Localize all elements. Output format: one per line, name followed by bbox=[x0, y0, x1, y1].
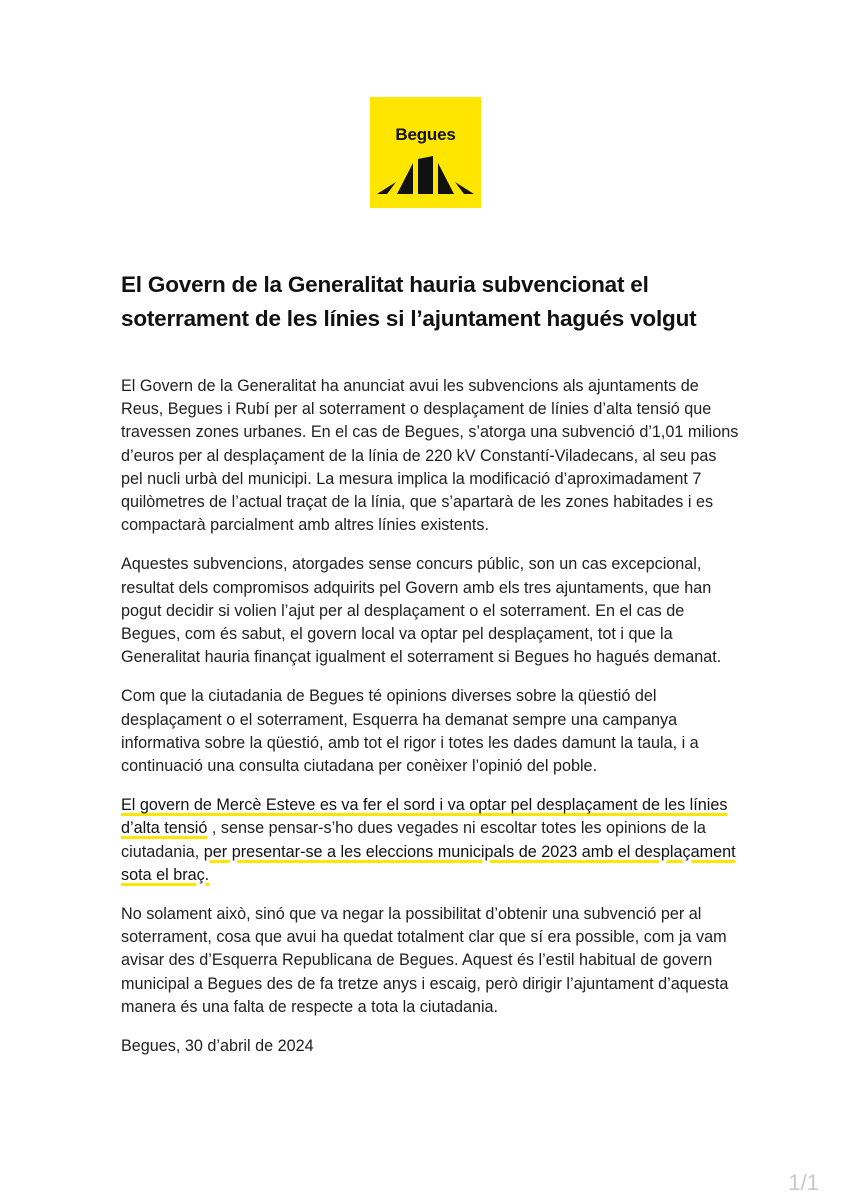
begues-logo bbox=[370, 97, 481, 208]
logo-bar-3 bbox=[418, 156, 433, 194]
logo-bar-2 bbox=[397, 163, 413, 194]
logo-bar-5 bbox=[455, 182, 474, 194]
page-indicator: 1/1 bbox=[788, 1170, 819, 1195]
press-release-title: El Govern de la Generalitat hauria subvencionat el soterrament de les línies si l’ajuntament hagués volgut bbox=[121, 272, 697, 331]
paragraph-1: El Govern de la Generalitat ha anunciat avui les subvencions als ajuntaments de Reus, Begues i Rubí per al soterrament o desplaçament de línies d’alta tensió que travessen zones urbanes. En el cas de Begues, s’atorga una subvenció d’1,01 milions d’euros per al desplaçament de la línia de 220 kV Constantí-Viladecans, al seu pas pel nucli urbà del municipi. La mesura implica la modificació d’aproximadament 7 quilòmetres de l’actual traçat de la línia, que s’apartarà de les zones habitades i es compactarà parcialment amb altres línies existents. bbox=[121, 377, 739, 535]
paragraph-2: Aquestes subvencions, atorgades sense concurs públic, son un cas excepcional, resultat dels compromisos adquirits pel Govern amb els tres ajuntaments, que han pogut decidir si volien l’ajut per al desplaçament o el soterrament. En el cas de Begues, com és sabut, el govern local va optar pel desplaçament, tot i que la Generalitat hauria finançat igualment el soterrament si Begues ho hagués demanat. bbox=[121, 555, 722, 667]
highlighted-text-1: El govern de Mercè Esteve es va fer el sord i va optar pel desplaçament de les línies d’alta tensió bbox=[121, 796, 728, 838]
press-release-body bbox=[121, 375, 739, 1074]
paragraph-5: No solament això, sinó que va negar la possibilitat d’obtenir una subvenció per al soterrament, cosa que avui ha quedat totalment clar que sí era possible, com ja vam avisar des d’Esquerra Republicana de Begues. Aquest és l’estil habitual de govern municipal a Begues des de fa tretze anys i escaig, però dirigir l’ajuntament d’aquesta manera és una falta de respecte a tota la ciutadania. bbox=[121, 905, 729, 1016]
logo-bar-1 bbox=[377, 182, 396, 194]
logo-bars-graphic bbox=[370, 97, 481, 208]
paragraph-3: Com que la ciutadania de Begues té opinions diverses sobre la qüestió del desplaçament o el soterrament, Esquerra ha demanat sempre una campanya informativa sobre la qüestió, amb tot el rigor i totes les dades damunt la taula, i a continuació una consulta ciutadana per conèixer l’opinió del poble. bbox=[121, 687, 699, 776]
logo-text: Begues bbox=[395, 125, 456, 144]
highlighted-text-2: per presentar-se a les eleccions municipals de 2023 amb el desplaçament sota el braç. bbox=[121, 842, 736, 884]
date-line: Begues, 30 d’abril de 2024 bbox=[121, 1037, 314, 1056]
paragraph-4-plain-text: , sense pensar-s’ho dues vegades ni escoltar totes les opinions de la ciutadania, bbox=[121, 819, 706, 861]
paragraph-4 bbox=[121, 794, 739, 887]
logo-bar-4 bbox=[438, 163, 454, 194]
